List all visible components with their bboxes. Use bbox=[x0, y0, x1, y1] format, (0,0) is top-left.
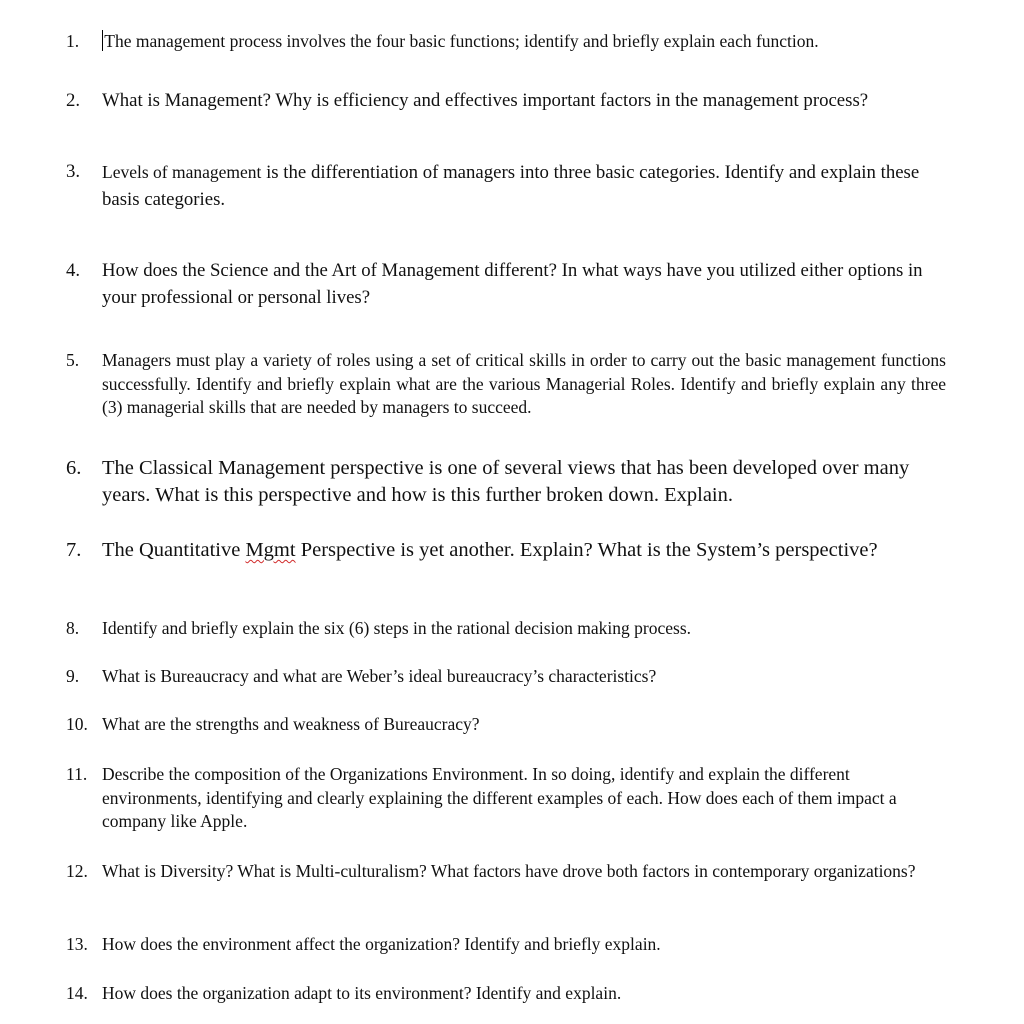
question-text: What is Bureaucracy and what are Weber’s ideal bureaucracy’s characteristics? bbox=[102, 666, 657, 686]
question-10 bbox=[66, 713, 946, 737]
question-2 bbox=[66, 88, 946, 115]
question-3 bbox=[66, 159, 946, 213]
question-text: How does the organization adapt to its environment? Identify and explain. bbox=[102, 983, 622, 1003]
question-number: 11. bbox=[66, 764, 88, 784]
question-1 bbox=[66, 30, 946, 54]
question-text: The Classical Management perspective is one of several views that has been developed over many years. What is this perspective and how is this further broken down. Explain. bbox=[102, 457, 910, 506]
question-text: Managers must play a variety of roles using a set of critical skills in order to carry out the basic management functions successfully. Identify and briefly explain what are the various Managerial Roles. Identify and briefly explain any three (3) managerial skills that are needed by managers to succeed. bbox=[102, 350, 946, 417]
question-text: How does the Science and the Art of Management different? In what ways have you utilized either options in your professional or personal lives? bbox=[102, 260, 923, 308]
question-8 bbox=[66, 617, 946, 641]
question-number: 4. bbox=[66, 260, 81, 281]
question-5 bbox=[66, 349, 946, 420]
question-number: 13. bbox=[66, 934, 88, 954]
question-number: 3. bbox=[66, 161, 81, 182]
question-number: 14. bbox=[66, 983, 88, 1003]
question-6 bbox=[66, 455, 946, 509]
question-number: 6. bbox=[66, 457, 82, 479]
question-9 bbox=[66, 665, 946, 689]
question-7 bbox=[66, 537, 946, 564]
question-number: 2. bbox=[66, 90, 81, 111]
question-number: 8. bbox=[66, 618, 80, 638]
question-13 bbox=[66, 933, 946, 957]
question-14 bbox=[66, 982, 946, 1006]
question-number: 9. bbox=[66, 666, 80, 686]
question-text: Perspective is yet another. Explain? What is the System’s perspective? bbox=[295, 539, 878, 561]
question-text: The Quantitative bbox=[102, 539, 246, 561]
question-number: 12. bbox=[66, 861, 88, 881]
question-text: How does the environment affect the organization? Identify and briefly explain. bbox=[102, 934, 661, 954]
question-4 bbox=[66, 258, 946, 311]
question-text: What is Diversity? What is Multi-culturalism? What factors have drove both factors in contemporary organizations? bbox=[102, 861, 916, 881]
question-11 bbox=[66, 763, 946, 834]
question-text: The management process involves the four basic functions; identify and briefly explain each function. bbox=[104, 31, 819, 51]
question-number: 10. bbox=[66, 714, 88, 734]
question-text: What are the strengths and weakness of Bureaucracy? bbox=[102, 714, 480, 734]
question-text-small: Levels of management bbox=[102, 162, 262, 182]
question-number: 5. bbox=[66, 350, 80, 370]
spellcheck-flagged-word[interactable]: Mgmt bbox=[245, 539, 296, 561]
question-number: 7. bbox=[66, 539, 82, 561]
question-number: 1. bbox=[66, 31, 80, 51]
question-text: Describe the composition of the Organizations Environment. In so doing, identify and explain the different environments, identifying and clearly explaining the different examples of each. How does each of them impact a company like Apple. bbox=[102, 764, 897, 831]
question-text: is the differentiation of managers into three basic categories. Identify and explain these basis categories. bbox=[102, 162, 920, 210]
question-text: Identify and briefly explain the six (6) steps in the rational decision making process. bbox=[102, 618, 692, 638]
question-12 bbox=[66, 860, 946, 884]
question-text: What is Management? Why is efficiency and effectives important factors in the management process? bbox=[102, 90, 869, 111]
